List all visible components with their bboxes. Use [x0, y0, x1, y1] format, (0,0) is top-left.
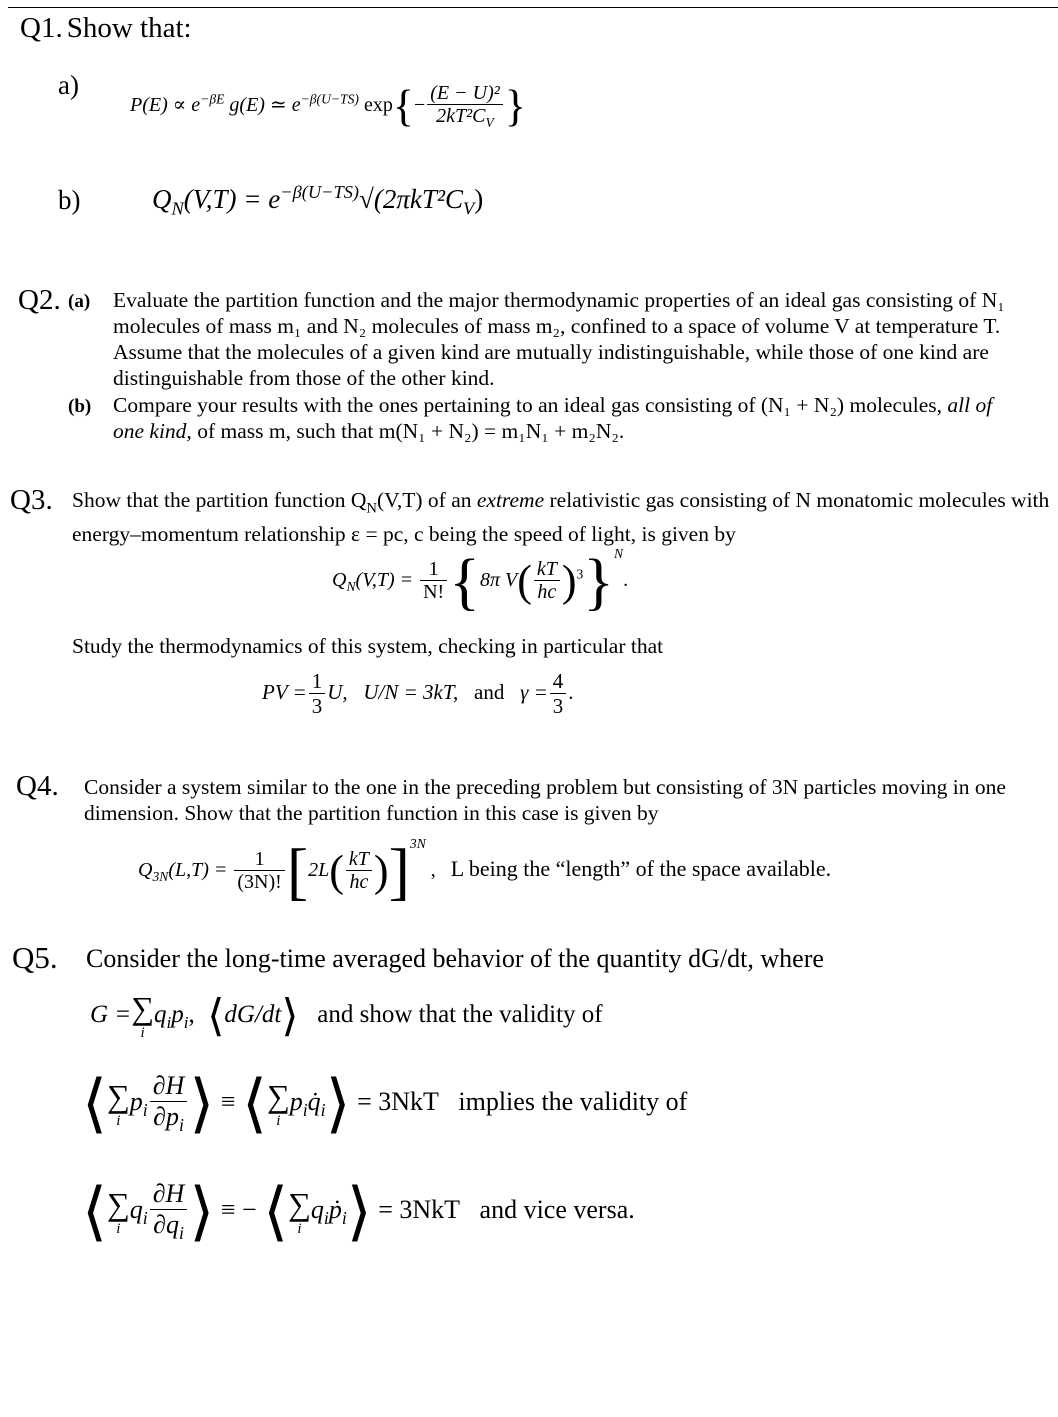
q1-label: Q1. [20, 12, 63, 44]
q4-label: Q4. [16, 770, 59, 802]
q5-line-2: ⟨ ∑ i $p_i$ $\frac{\partial H}{\partial p_i}$ ⟩ ≡ ⟨ ∑ i $p_iq̇_i⟩ = 3NkT$ implies the validity of [82, 1068, 688, 1139]
q2-b-text: Compare your results with the ones pertaining to an ideal gas consisting of (N₁ + N₂) molecules, all of one kind, of mass m, such that m(N₁ + N₂) = m₁N₁ + m₂N₂. [113, 393, 993, 443]
q2-a-text: Evaluate the partition function and the major thermodynamic properties of an ideal gas consisting of N₁ molecules of mass m₁ and N₂ molecules of mass m₂, confined to a space of volume V at temperature T. Assume that the molecules of a given kind are mutually indistinguishable, while those of one kind are distinguishable from those of the other kind. [113, 288, 1005, 390]
q5-label: Q5. [12, 940, 58, 975]
top-rule [8, 7, 1058, 8]
q1-part-a-label: a) [58, 70, 79, 100]
q5-line-3: ⟨ ∑ i $q_i$ $\frac{\partial H}{\partial q_i}$ ⟩ ≡ − ⟨ ∑ i $q_iṗ_i⟩ = 3NkT$ and vice versa. [82, 1176, 635, 1247]
q2-label: Q2. [18, 284, 61, 316]
q5-text: Consider the long-time averaged behavior of the quantity dG/dt, where [86, 944, 824, 973]
q3-text: Show that the partition function $Q_N(V,T)$ of an extreme relativistic gas consisting of N monatomic molecules with energy–momentum relationship ε = pc, c being the speed of light, is given by [72, 488, 1050, 547]
q1-part-b-label: b) [58, 185, 81, 215]
q3-equation-2: PV = $\frac{1}{3}$ U, U/N = 3kT, and γ = $\frac{4}{3}$ . [262, 669, 574, 719]
q1-heading-text: Show that: [66, 12, 192, 44]
q3-label: Q3. [10, 484, 53, 516]
q2-b-label: (b) [68, 396, 92, 417]
q3-equation: $Q_N(V,T)$ = $\frac{1}{N!}$ {8π V( $\frac{kT}{hc}$ )$^3$}$^N$. [332, 545, 629, 617]
q3-study-text: Study the thermodynamics of this system, checking in particular that [72, 634, 664, 658]
q5-line-1: G = ∑ i $q_ip_i$, ⟨dG/dt⟩ and show that the validity of [90, 990, 603, 1041]
q1-equation-b: $Q_N(V,T) = e^{-\beta(U-TS)}√(2\pi kT^2C_V)$ [152, 182, 484, 219]
q1-heading [20, 12, 192, 45]
q4-equation: $Q_{3N}(L,T)$ = $\frac{1}{(3N)!}$ [2L( $\frac{kT}{hc}$ )]$^{3N}$ , L being the “length” of the space available. [138, 835, 832, 907]
q1-equation-a: $P(E) \propto e^{-\beta E}$ g(E) ≃ $e^{-\beta(U-TS)}$ exp{− $\frac{\text{(E − U)²}}{2kT^2C_V}$ } [130, 81, 526, 131]
q4-text: Consider a system similar to the one in the preceding problem but consisting of 3N particles moving in one dimension. Show that the partition function in this case is given by [84, 775, 1006, 825]
q2-a-label: (a) [68, 291, 91, 312]
